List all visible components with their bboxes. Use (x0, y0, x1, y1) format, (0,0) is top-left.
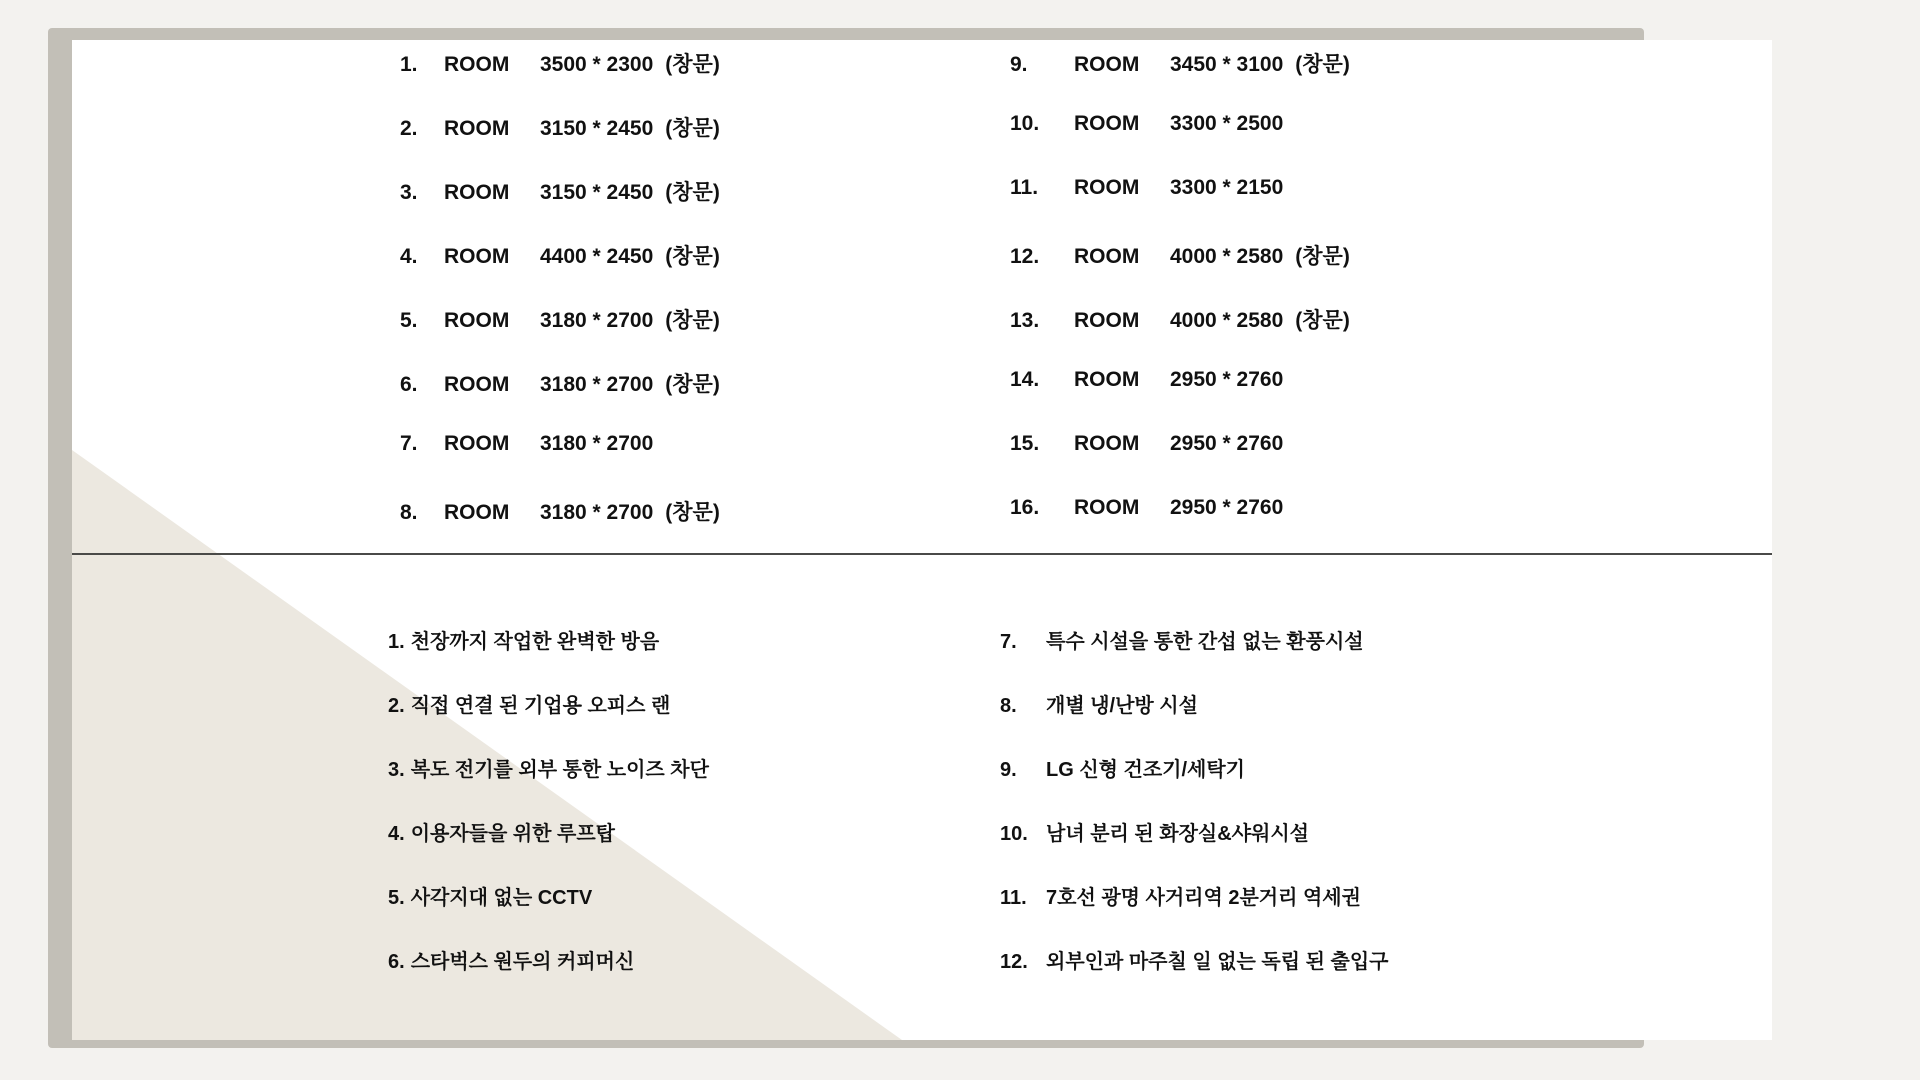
feature-number: 12. (1000, 951, 1028, 973)
room-label: ROOM (1074, 245, 1140, 268)
room-number: 15. (1010, 432, 1040, 455)
feature-number: 6. (388, 951, 405, 973)
feature-text: 특수 시설을 통한 간섭 없는 환풍시설 (1046, 631, 1364, 653)
room-label: ROOM (444, 181, 510, 204)
room-label: ROOM (1074, 368, 1140, 391)
feature-text: 직접 연결 된 기업용 오피스 랜 (410, 695, 671, 717)
room-list-section (0, 48, 1920, 548)
feature-number: 3. (388, 759, 405, 781)
room-list-column-left (400, 48, 870, 560)
feature-list-column-left (388, 625, 908, 1009)
feature-list-column-right (1000, 625, 1620, 1009)
room-label: ROOM (444, 373, 510, 396)
feature-text: 남녀 분리 된 화장실&샤워시설 (1046, 823, 1309, 845)
feature-item (388, 753, 908, 817)
room-size: 2950 * 2760 (1170, 368, 1284, 391)
room-note: (창문) (665, 373, 720, 396)
room-number: 7. (400, 432, 418, 455)
room-label: ROOM (1074, 112, 1140, 135)
feature-text: 외부인과 마주칠 일 없는 독립 된 출입구 (1046, 951, 1389, 973)
feature-item (1000, 817, 1620, 881)
room-row (400, 240, 870, 304)
room-note: (창문) (665, 245, 720, 268)
feature-text: 복도 전기를 외부 통한 노이즈 차단 (410, 759, 709, 781)
room-number: 12. (1010, 245, 1040, 268)
feature-number: 8. (1000, 695, 1017, 717)
room-size: 3180 * 2700 (540, 373, 654, 396)
room-note: (창문) (665, 501, 720, 524)
room-row (400, 48, 870, 112)
room-note: (창문) (665, 117, 720, 140)
feature-number: 4. (388, 823, 405, 845)
room-size: 3300 * 2150 (1170, 176, 1284, 199)
room-size: 3150 * 2450 (540, 181, 654, 204)
room-list-column-right (1010, 48, 1510, 560)
room-label: ROOM (1074, 53, 1140, 76)
room-size: 3180 * 2700 (540, 501, 654, 524)
room-row (1010, 304, 1510, 368)
feature-item (388, 945, 908, 1009)
room-row (400, 432, 870, 496)
feature-item (1000, 689, 1620, 753)
room-number: 9. (1010, 53, 1028, 76)
room-label: ROOM (1074, 309, 1140, 332)
feature-item (1000, 753, 1620, 817)
feature-item (388, 689, 908, 753)
room-number: 10. (1010, 112, 1040, 135)
room-row (400, 304, 870, 368)
room-number: 3. (400, 181, 418, 204)
feature-item (1000, 945, 1620, 1009)
room-number: 6. (400, 373, 418, 396)
feature-item (1000, 881, 1620, 945)
room-row (1010, 496, 1510, 560)
feature-text: 개별 냉/난방 시설 (1046, 695, 1198, 717)
room-size: 2950 * 2760 (1170, 432, 1284, 455)
room-note: (창문) (665, 309, 720, 332)
feature-list-section (0, 625, 1920, 1005)
room-row (1010, 432, 1510, 496)
room-number: 8. (400, 501, 418, 524)
room-label: ROOM (444, 245, 510, 268)
feature-text: 스타벅스 원두의 커피머신 (410, 951, 635, 973)
room-label: ROOM (444, 309, 510, 332)
room-row (400, 176, 870, 240)
room-size: 3150 * 2450 (540, 117, 654, 140)
feature-number: 11. (1000, 887, 1027, 909)
room-row (400, 112, 870, 176)
feature-number: 7. (1000, 631, 1017, 653)
room-label: ROOM (444, 117, 510, 140)
room-number: 2. (400, 117, 418, 140)
room-size: 4000 * 2580 (1170, 309, 1284, 332)
room-label: ROOM (1074, 496, 1140, 519)
feature-text: 이용자들을 위한 루프탑 (410, 823, 616, 845)
room-number: 16. (1010, 496, 1040, 519)
feature-item (388, 625, 908, 689)
room-size: 3180 * 2700 (540, 309, 654, 332)
feature-number: 2. (388, 695, 405, 717)
feature-text: LG 신형 건조기/세탁기 (1046, 759, 1246, 781)
section-divider (72, 553, 1772, 555)
room-size: 3500 * 2300 (540, 53, 654, 76)
room-size: 4000 * 2580 (1170, 245, 1284, 268)
room-label: ROOM (444, 432, 510, 455)
feature-number: 1. (388, 631, 405, 653)
room-number: 14. (1010, 368, 1040, 391)
room-size: 2950 * 2760 (1170, 496, 1284, 519)
room-size: 3300 * 2500 (1170, 112, 1284, 135)
feature-item (388, 881, 908, 945)
room-row (1010, 48, 1510, 112)
feature-text: 천장까지 작업한 완벽한 방음 (410, 631, 660, 653)
feature-text: 사각지대 없는 CCTV (410, 887, 593, 909)
room-row (1010, 176, 1510, 240)
room-number: 11. (1010, 176, 1039, 199)
feature-number: 9. (1000, 759, 1017, 781)
room-label: ROOM (444, 53, 510, 76)
room-label: ROOM (1074, 432, 1140, 455)
room-size: 3180 * 2700 (540, 432, 654, 455)
room-note: (창문) (1295, 245, 1350, 268)
room-label: ROOM (444, 501, 510, 524)
room-row (400, 496, 870, 560)
room-number: 5. (400, 309, 418, 332)
room-note: (창문) (1295, 309, 1350, 332)
room-row (1010, 368, 1510, 432)
room-number: 1. (400, 53, 418, 76)
room-label: ROOM (1074, 176, 1140, 199)
feature-item (388, 817, 908, 881)
room-row (1010, 240, 1510, 304)
feature-text: 7호선 광명 사거리역 2분거리 역세권 (1046, 887, 1361, 909)
feature-number: 10. (1000, 823, 1028, 845)
room-note: (창문) (665, 181, 720, 204)
room-number: 13. (1010, 309, 1040, 332)
room-note: (창문) (665, 53, 720, 76)
feature-number: 5. (388, 887, 405, 909)
feature-item (1000, 625, 1620, 689)
room-row (400, 368, 870, 432)
room-row (1010, 112, 1510, 176)
room-size: 4400 * 2450 (540, 245, 654, 268)
room-number: 4. (400, 245, 418, 268)
room-note: (창문) (1295, 53, 1350, 76)
room-size: 3450 * 3100 (1170, 53, 1284, 76)
